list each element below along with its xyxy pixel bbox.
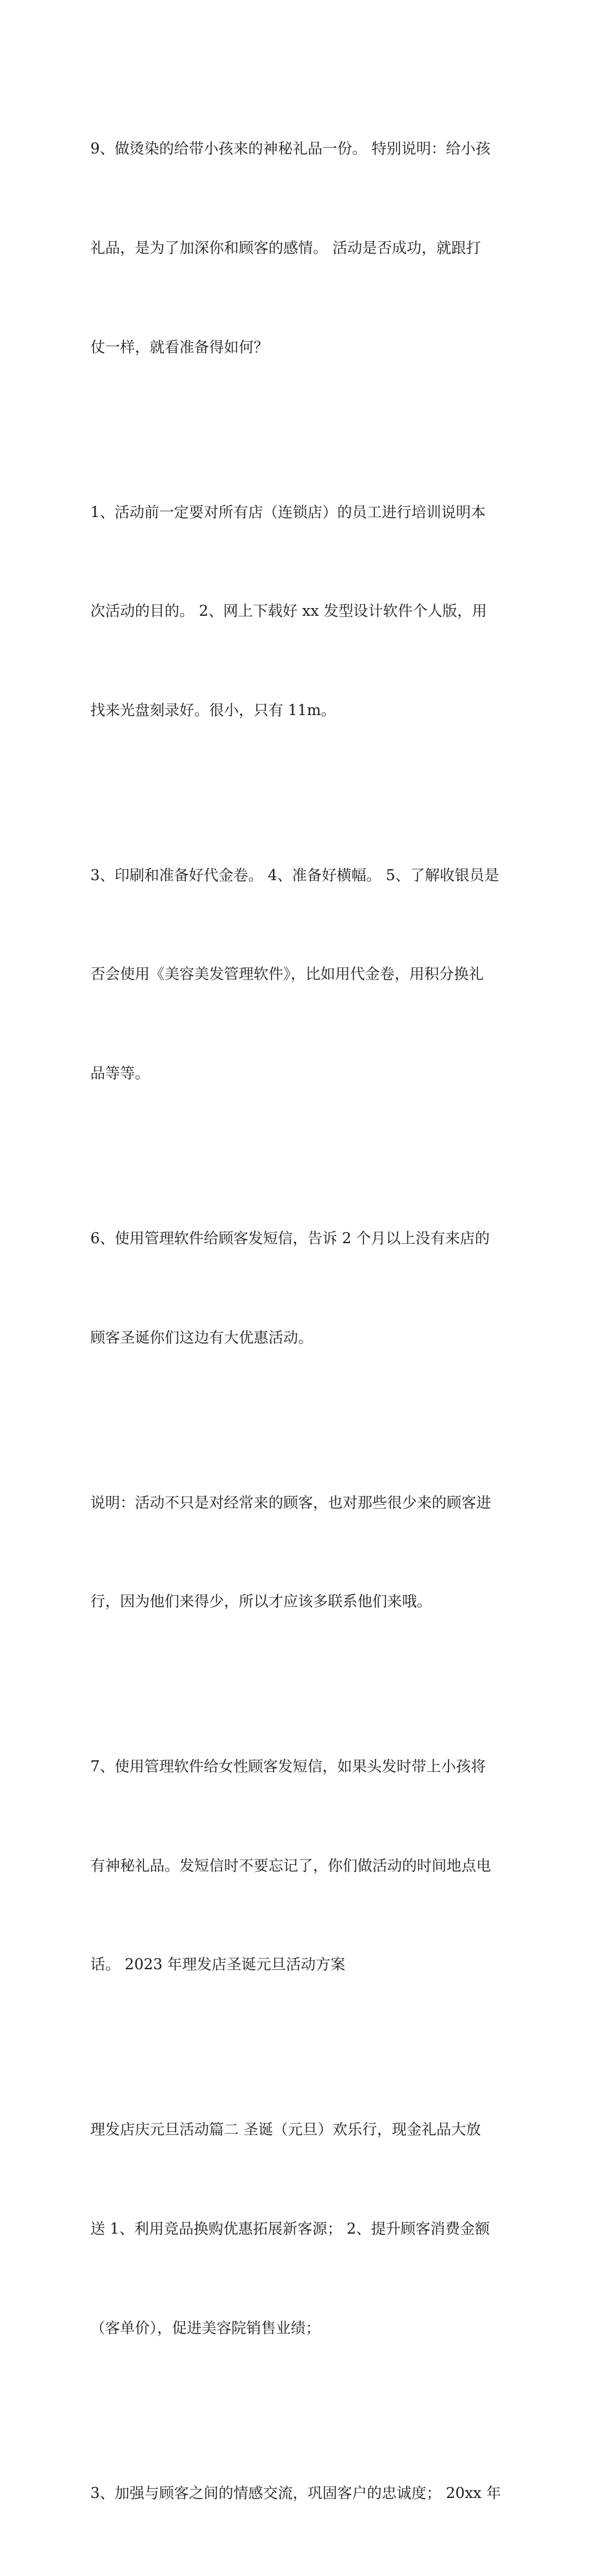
text-line: 1、活动前一定要对所有店（连锁店）的员工进行培训说明本 (90, 504, 486, 521)
text-line: 品等等。 (90, 1065, 150, 1082)
text-line: 7、使用管理软件给女性顾客发短信，如果头发时带上小孩将 (90, 1758, 486, 1776)
document-body (90, 67, 529, 2576)
text-line: （客单价），促进美容院销售业绩； (90, 2319, 321, 2337)
text-line: 顾客圣诞你们这边有大优惠活动。 (90, 1329, 313, 1346)
text-line: 仗一样，就看准备得如何？ (90, 339, 268, 356)
paragraph-plan-two (90, 2048, 529, 2411)
paragraph-staff-training (90, 430, 529, 793)
text-line: 理发店庆元旦活动篇二 圣诞（元旦）欢乐行，现金礼品大放 (90, 2121, 481, 2139)
paragraph-sms-customers (90, 1157, 529, 1421)
paragraph-item-9-gift (90, 67, 529, 430)
paragraph-loyalty (90, 2411, 529, 2576)
text-line: 说明：活动不只是对经常来的顾客，也对那些很少来的顾客进 (90, 1494, 491, 1511)
text-line: 次活动的目的。 2、网上下载好 xx 发型设计软件个人版，用 (90, 603, 487, 620)
text-line: 送 1、利用竞品换购优惠拓展新客源； 2、提升顾客消费金额 (90, 2220, 490, 2237)
text-line: 6、使用管理软件给顾客发短信，告诉 2 个月以上没有来店的 (90, 1230, 490, 1247)
text-line: 话。 2023 年理发店圣诞元旦活动方案 (90, 1956, 346, 1974)
text-line: 行，因为他们来得少，所以才应该多联系他们来哦。 (90, 1593, 432, 1611)
paragraph-sms-female (90, 1685, 529, 2048)
text-line: 找来光盘刻录好。很小，只有 11m。 (90, 702, 336, 719)
text-line: 否会使用《美容美发管理软件》，比如用代金卷，用积分换礼 (90, 966, 484, 983)
paragraph-preparation (90, 793, 529, 1156)
paragraph-explanation (90, 1421, 529, 1685)
text-line: 9、做烫染的给带小孩来的神秘礼品一份。 特别说明：给小孩 (90, 141, 490, 158)
text-line: 礼品，是为了加深你和顾客的感情。 活动是否成功，就跟打 (90, 240, 481, 257)
text-line: 3、加强与顾客之间的情感交流，巩固客户的忠诚度； 20xx 年 (90, 2484, 501, 2502)
text-line: 3、印刷和准备好代金卷。 4、准备好横幅。 5、了解收银员是 (90, 867, 499, 884)
text-line: 有神秘礼品。发短信时不要忘记了，你们做活动的时间地点电 (90, 1857, 491, 1874)
